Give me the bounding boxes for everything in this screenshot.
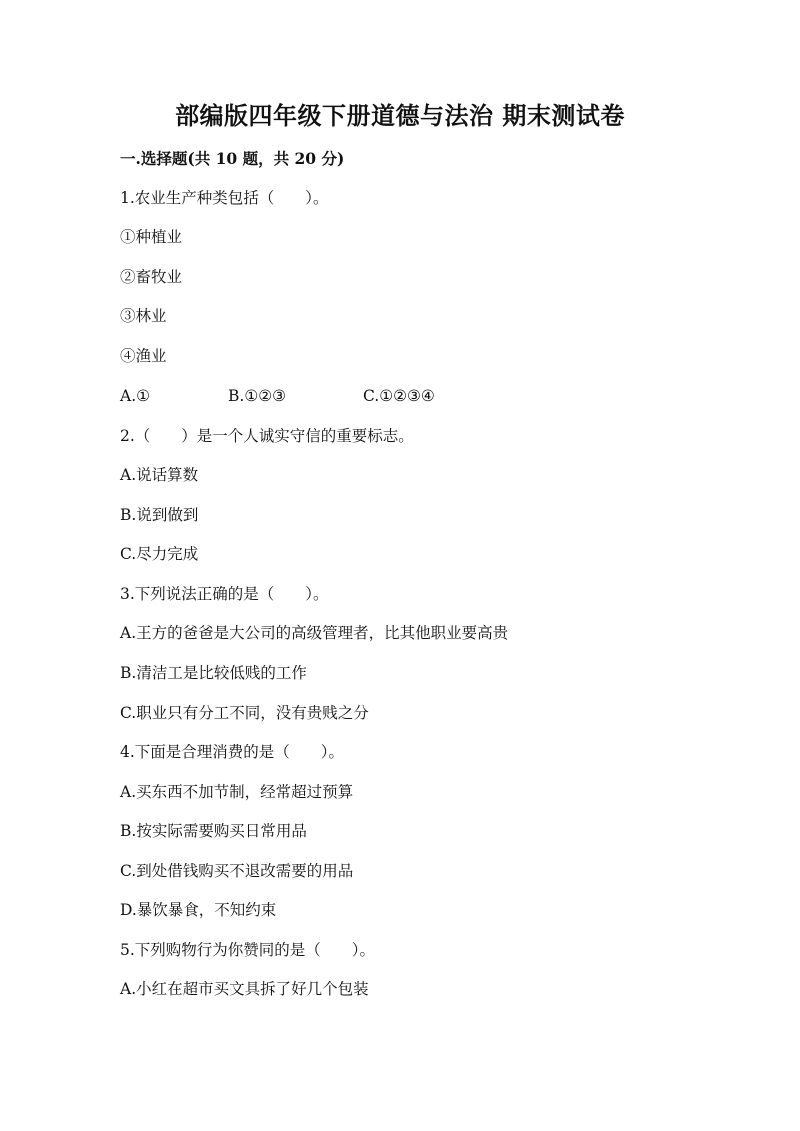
- question-4-stem: 4.下面是合理消费的是（ ）。: [120, 743, 345, 761]
- question-5-option-a: A.小红在超市买文具拆了好几个包装: [120, 980, 369, 998]
- question-2-option-a: A.说话算数: [120, 466, 199, 484]
- question-3-option-a: A.王方的爸爸是大公司的高级管理者，比其他职业要高贵: [120, 624, 509, 642]
- question-1-option-c: C.①②③④: [363, 387, 435, 405]
- question-1-item: ①种植业: [120, 228, 183, 246]
- question-4-option-b: B.按实际需要购买日常用品: [120, 822, 307, 840]
- question-4-option-c: C.到处借钱购买不退改需要的用品: [120, 862, 354, 880]
- question-1-item: ②畜牧业: [120, 268, 183, 286]
- question-4-option-d: D.暴饮暴食，不知约束: [120, 901, 277, 919]
- question-2-stem: 2.（ ）是一个人诚实守信的重要标志。: [120, 427, 414, 445]
- exam-title: 部编版四年级下册道德与法治 期末测试卷: [175, 101, 625, 130]
- question-4-option-a: A.买东西不加节制，经常超过预算: [120, 783, 354, 801]
- question-5-stem: 5.下列购物行为你赞同的是（ ）。: [120, 941, 376, 959]
- question-2-option-b: B.说到做到: [120, 506, 199, 524]
- question-1-option-b: B.①②③: [228, 387, 287, 405]
- question-1-item: ③林业: [120, 307, 167, 325]
- question-1-item: ④渔业: [120, 347, 167, 365]
- question-3-option-b: B.清洁工是比较低贱的工作: [120, 664, 307, 682]
- question-3-option-c: C.职业只有分工不同，没有贵贱之分: [120, 704, 369, 722]
- question-1-stem: 1.农业生产种类包括（ ）。: [120, 189, 329, 207]
- question-3-stem: 3.下列说法正确的是（ ）。: [120, 585, 329, 603]
- question-2-option-c: C.尽力完成: [120, 545, 199, 563]
- section-heading: 一.选择题(共 10 题，共 20 分): [120, 149, 345, 168]
- question-1-option-a: A.①: [120, 387, 151, 405]
